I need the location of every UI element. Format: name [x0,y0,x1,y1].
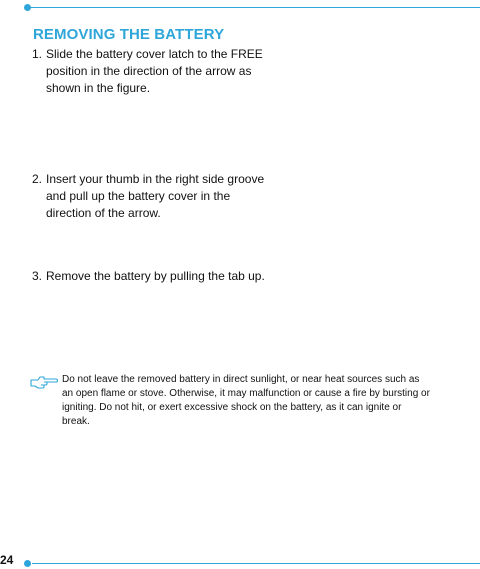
bottom-rule [32,563,480,564]
step-1 [32,46,277,97]
page-number: 24 [0,553,14,567]
caution-note [30,373,430,429]
bottom-rule-dot [24,560,31,567]
step-text: Remove the battery by pulling the tab up. [46,269,265,283]
top-rule [30,7,480,8]
step-text: Insert your thumb in the right side groove and pull up the battery cover in the direction of the arrow. [46,172,265,220]
pointing-hand-icon [30,375,58,389]
step-number: 2. [32,172,43,186]
step-2 [32,171,277,222]
top-rule-dot [24,4,31,11]
step-number: 3. [32,269,43,283]
note-text: Do not leave the removed battery in direct sunlight, or near heat sources such as an open flame or stove. Otherwise, it may malfunction or cause a fire by bursting or igniting. Do not hit, or exert excessive shock on the battery, as it can ignite or break. [62,374,430,427]
step-text: Slide the battery cover latch to the FREE position in the direction of the arrow as shown in the figure. [46,47,263,95]
section-title: REMOVING THE BATTERY [33,26,225,43]
step-3 [32,268,277,285]
step-number: 1. [32,47,43,61]
